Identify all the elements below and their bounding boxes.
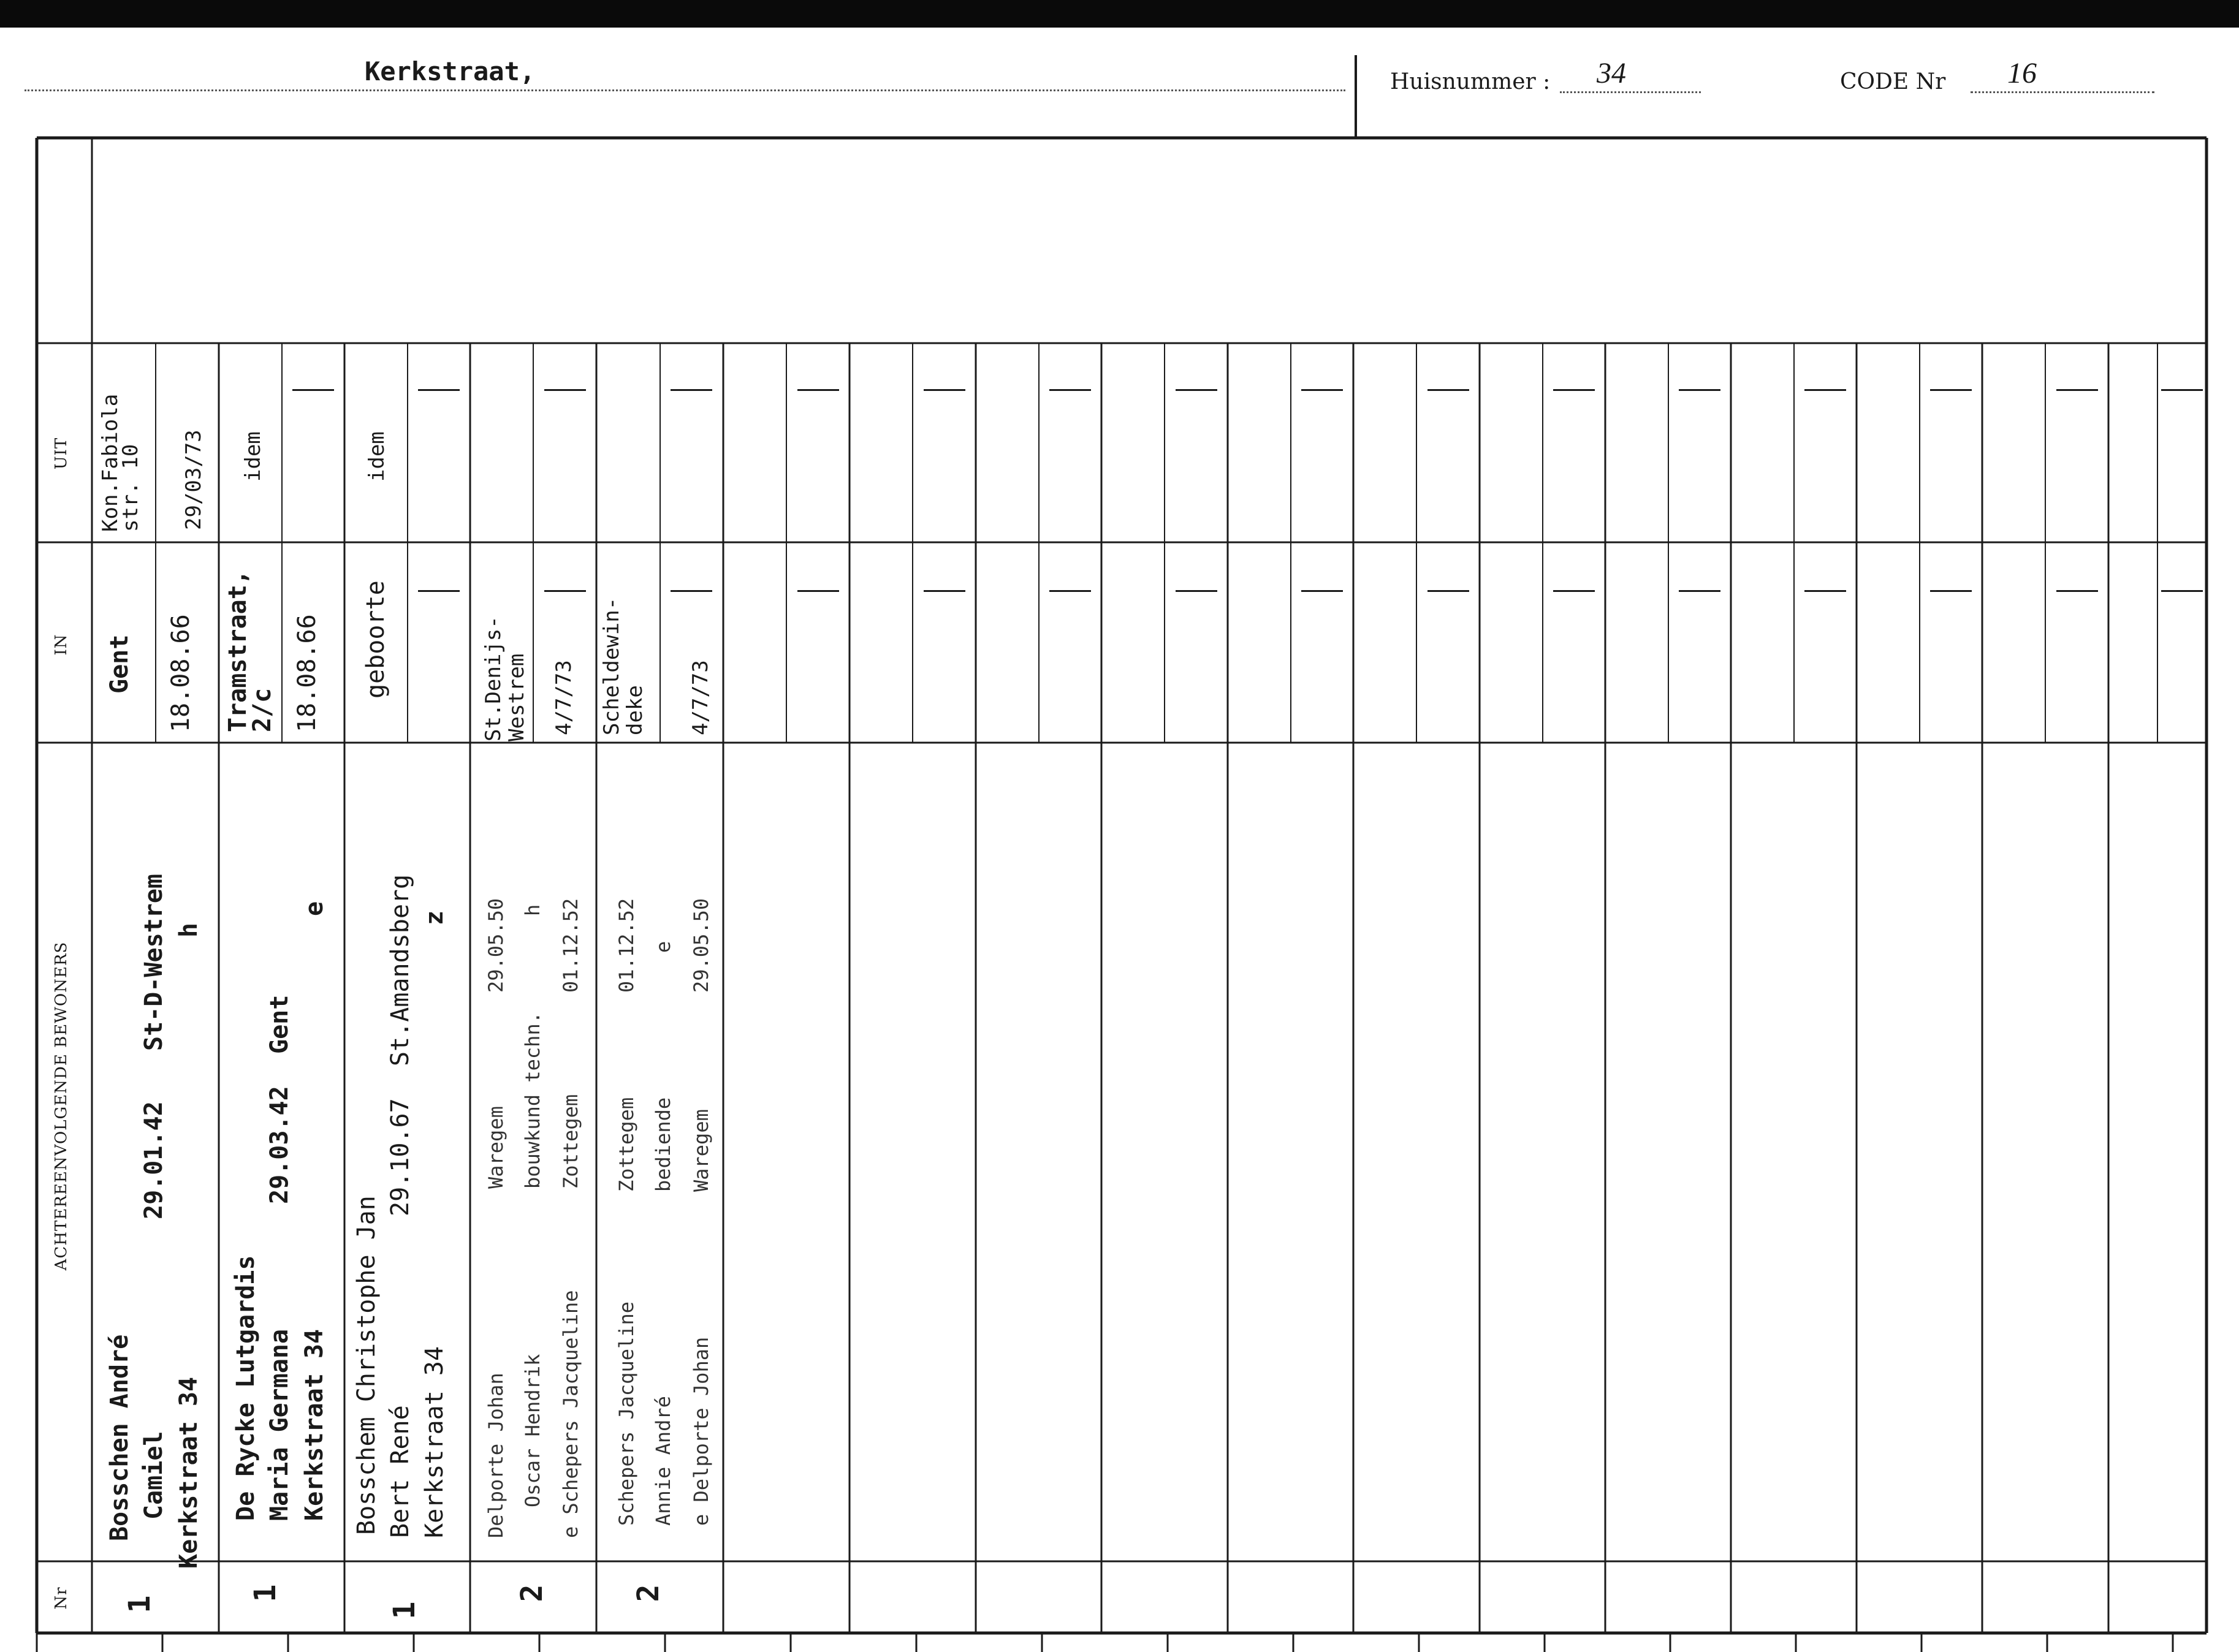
record-2-in-date: 18.08.66 <box>293 614 321 732</box>
record-1-uit-place-line2: str. 10 <box>118 444 143 532</box>
empty-cell-dash <box>1301 389 1343 391</box>
empty-cell-dash <box>671 590 712 592</box>
record-3-in-place: geboorte <box>362 580 390 699</box>
empty-cell-dash <box>1930 389 1972 391</box>
empty-cell-dash <box>2161 590 2203 592</box>
record-4-bewoner-line1: Delporte Johan <box>484 1373 507 1538</box>
empty-cell-dash <box>924 389 965 391</box>
empty-cell-dash <box>418 590 460 592</box>
record-2-code: e <box>300 901 329 916</box>
record-3-address: Kerkstraat 34 <box>420 1346 449 1538</box>
record-4-birth-date: 29.05.50 <box>484 898 507 993</box>
empty-cell-dash <box>2056 590 2098 592</box>
record-5-partner-birth-date: 29.05.50 <box>690 898 713 993</box>
record-4-in-place-line1: St.Denijs- <box>481 616 506 741</box>
huisnummer-value: 34 <box>1597 57 1626 89</box>
record-5-in-date: 4/7/73 <box>688 660 713 735</box>
empty-cell-dash <box>1930 590 1972 592</box>
record-5-partner-birth-place: Waregem <box>690 1109 713 1192</box>
empty-cell-dash <box>1679 590 1720 592</box>
code-value: 16 <box>2007 57 2037 89</box>
empty-cell-dash <box>292 389 334 391</box>
record-3-code: z <box>420 910 449 925</box>
empty-cell-dash <box>2056 389 2098 391</box>
record-1-address: Kerkstraat 34 <box>175 1376 203 1569</box>
record-1-code: h <box>175 922 203 938</box>
empty-cell-dash <box>1553 389 1595 391</box>
record-1-uit-place-line1: Kon.Fabiola <box>98 393 123 532</box>
record-4-code: h <box>521 904 544 916</box>
record-4-birth-place: Waregem <box>484 1106 507 1189</box>
record-4-in-date: 4/7/73 <box>552 660 576 735</box>
record-5-in-place-line2: deke <box>623 685 647 735</box>
record-4-occupation: bouwkund techn. <box>521 1012 544 1189</box>
record-2-birth-place: Gent <box>265 995 294 1054</box>
record-5-birth-date: 01.12.52 <box>615 898 638 993</box>
column-label-bewoners: ACHTEREENVOLGENDE BEWONERS <box>52 941 70 1271</box>
record-3-birth-date: 29.10.67 <box>386 1098 414 1216</box>
record-4-partner-birth-date: 01.12.52 <box>559 898 582 993</box>
empty-cell-dash <box>1553 590 1595 592</box>
record-5-code: e <box>652 941 675 953</box>
record-1-birth-date: 29.01.42 <box>140 1101 168 1219</box>
record-1-bewoner-line1: Bosschen André <box>105 1334 134 1541</box>
record-2-bewoner-line1: De Rycke Lutgardis <box>232 1255 260 1521</box>
record-5-bewoner-line1: Schepers Jacqueline <box>615 1301 638 1526</box>
empty-cell-dash <box>1176 389 1217 391</box>
empty-cell-dash <box>924 590 965 592</box>
empty-cell-dash <box>797 590 839 592</box>
empty-cell-dash <box>544 590 586 592</box>
record-5-birth-place: Zottegem <box>615 1097 638 1192</box>
empty-cell-dash <box>1679 389 1720 391</box>
record-1-nr: 1 <box>123 1595 157 1613</box>
record-2-birth-date: 29.03.42 <box>265 1086 294 1204</box>
record-3-bewoner-line1: Bosschem Christophe Jan <box>352 1195 381 1535</box>
record-2-bewoner-line2: Maria Germana <box>265 1328 294 1521</box>
empty-cell-dash <box>1427 590 1469 592</box>
record-2-address: Kerkstraat 34 <box>300 1328 329 1521</box>
record-5-partner: e Delporte Johan <box>690 1336 713 1526</box>
record-4-in-place-line2: Westrem <box>504 653 529 741</box>
record-1-in-place: Gent <box>105 634 134 694</box>
empty-cell-dash <box>1301 590 1343 592</box>
record-2-in-place-line2: 2/c <box>248 688 276 732</box>
record-3-birth-place: St.Amandsberg <box>386 874 414 1066</box>
empty-cell-dash <box>1049 389 1091 391</box>
empty-cell-dash <box>418 389 460 391</box>
record-3-bewoner-line2: Bert René <box>386 1405 414 1538</box>
empty-cell-dash <box>1176 590 1217 592</box>
record-5-occupation: bediende <box>652 1097 675 1192</box>
record-2-uit-place: idem <box>241 431 265 482</box>
empty-cell-dash <box>2161 389 2203 391</box>
huisnummer-label: Huisnummer : <box>1390 69 1551 94</box>
column-label-uit: UIT <box>52 437 70 470</box>
empty-cell-dash <box>671 389 712 391</box>
record-2-nr: 1 <box>248 1584 283 1602</box>
record-1-birth-place: St-D-Westrem <box>140 874 168 1051</box>
record-5-in-place-line1: Scheldewin- <box>599 597 624 735</box>
empty-cell-dash <box>1804 389 1846 391</box>
empty-cell-dash <box>1804 590 1846 592</box>
record-4-partner-birth-place: Zottegem <box>559 1094 582 1189</box>
empty-cell-dash <box>1049 590 1091 592</box>
empty-cell-dash <box>797 389 839 391</box>
record-1-in-date: 18.08.66 <box>167 614 195 732</box>
record-4-bewoner-line2: Oscar Hendrik <box>521 1354 544 1507</box>
column-label-nr: Nr <box>52 1586 70 1610</box>
record-5-nr: 2 <box>631 1584 666 1602</box>
record-3-nr: 1 <box>387 1601 422 1620</box>
record-1-uit-date: 29/03/73 <box>181 430 206 530</box>
record-5-bewoner-line2: Annie André <box>652 1396 675 1526</box>
record-4-nr: 2 <box>515 1584 549 1602</box>
empty-cell-dash <box>544 389 586 391</box>
empty-cell-dash <box>1427 389 1469 391</box>
street-name: Kerkstraat, <box>365 56 536 86</box>
code-label: CODE Nr <box>1840 69 1946 94</box>
record-1-bewoner-line2: Camiel <box>140 1431 168 1520</box>
record-2-in-place-line1: Tramstraat, <box>224 570 252 732</box>
column-label-in: IN <box>52 634 70 656</box>
record-3-uit-place: idem <box>365 431 389 482</box>
record-4-partner: e Schepers Jacqueline <box>559 1290 582 1538</box>
